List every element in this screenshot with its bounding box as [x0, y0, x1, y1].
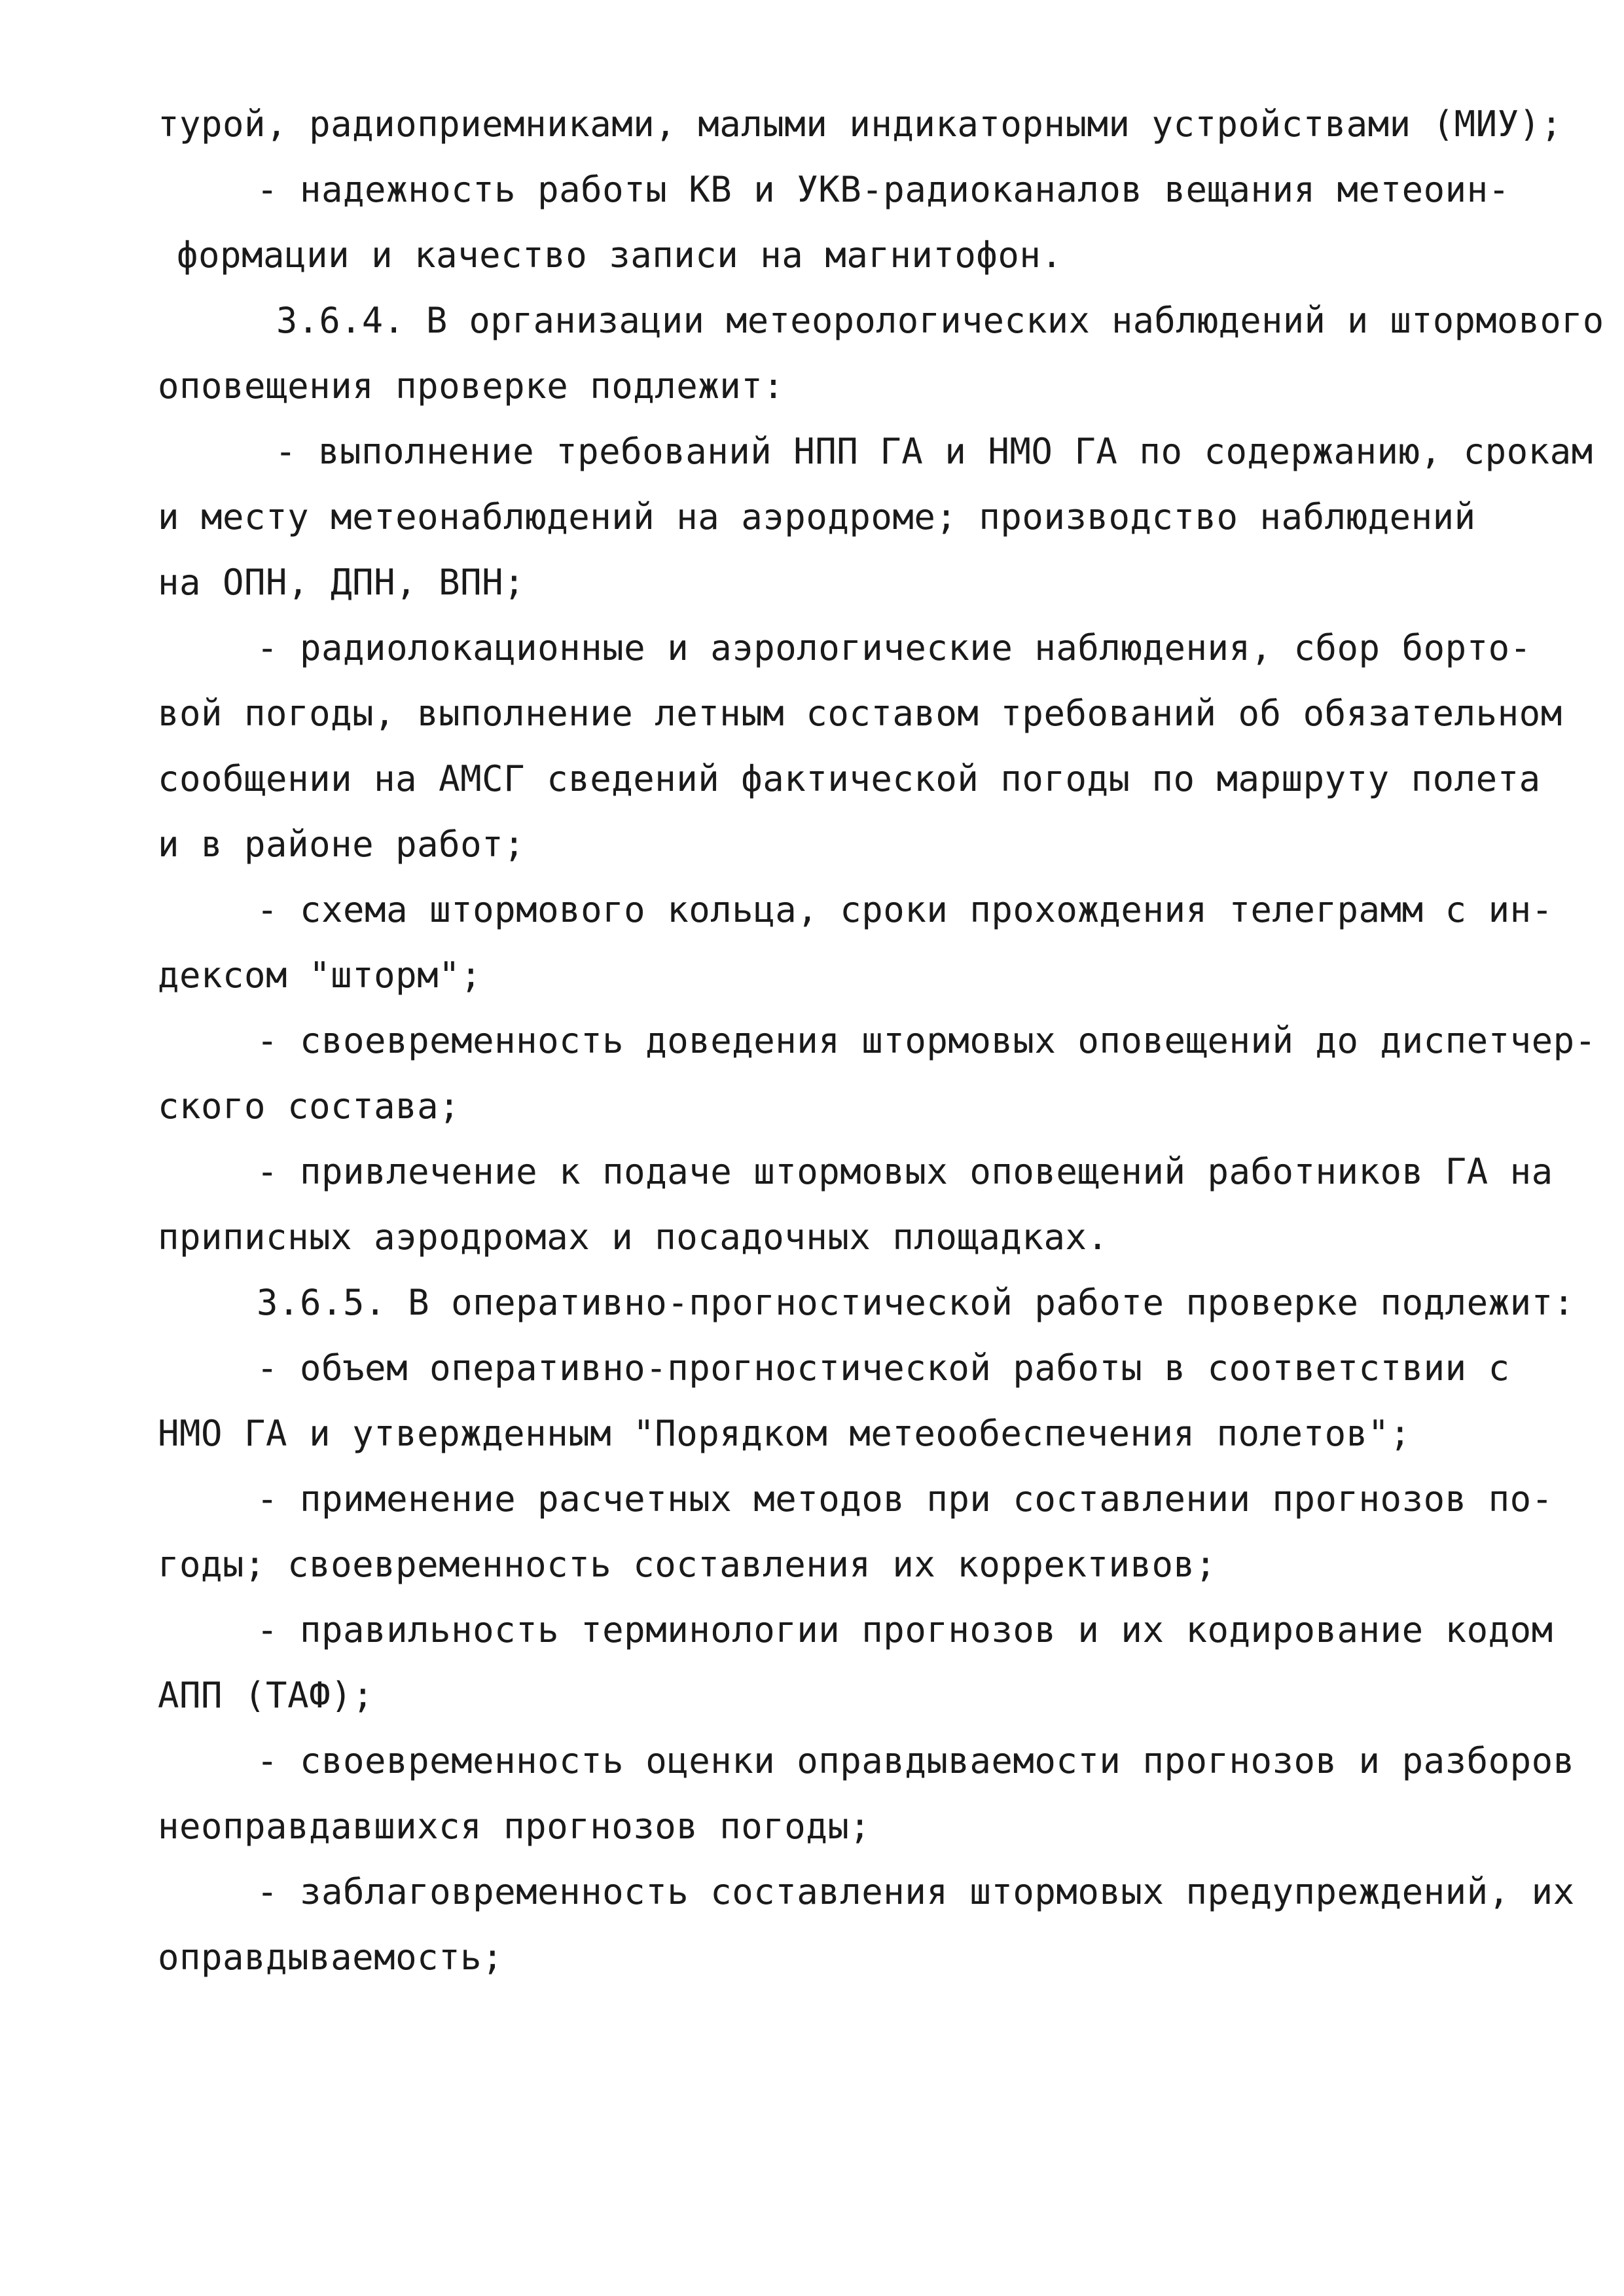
text-line: АПП (ТАФ);: [158, 1675, 374, 1716]
text-line: - применение расчетных методов при составлении прогнозов по-: [257, 1478, 1553, 1520]
text-line: НМО ГА и утвержденным "Порядком метеообеспечения полетов";: [158, 1413, 1411, 1454]
text-line: неоправдавшихся прогнозов погоды;: [158, 1806, 871, 1847]
text-line: - правильность терминологии прогнозов и их кодирование кодом: [257, 1609, 1553, 1650]
text-line: - своевременность доведения штормовых оповещений до диспетчер-: [257, 1020, 1597, 1061]
text-line: и в районе работ;: [158, 824, 526, 865]
text-line: сообщении на АМСГ сведений фактической погоды по маршруту полета: [158, 758, 1541, 799]
text-line: - выполнение требований НПП ГА и НМО ГА по содержанию, срокам: [275, 431, 1593, 472]
text-line: 3.6.4. В организации метеорологических наблюдений и штормового: [276, 300, 1604, 341]
text-line: оповещения проверке подлежит:: [158, 365, 785, 407]
text-line: - радиолокационные и аэрологические наблюдения, сбор борто-: [257, 627, 1532, 668]
text-line: ского состава;: [158, 1085, 461, 1127]
text-line: - своевременность оценки оправдываемости прогнозов и разборов: [257, 1740, 1575, 1781]
text-line: - схема штормового кольца, сроки прохождения телеграмм с ин-: [257, 889, 1553, 930]
text-line: и месту метеонаблюдений на аэродроме; производство наблюдений: [158, 496, 1476, 538]
text-line: формации и качество записи на магнитофон.: [177, 234, 1063, 276]
text-line: на ОПН, ДПН, ВПН;: [158, 562, 526, 603]
text-line: дексом "шторм";: [158, 955, 482, 996]
text-line: приписных аэродромах и посадочных площадках.: [158, 1216, 1109, 1258]
text-line: - заблаговременность составления штормовых предупреждений, их: [257, 1871, 1575, 1912]
text-line: вой погоды, выполнение летным составом требований об обязательном: [158, 693, 1562, 734]
text-line: оправдываемость;: [158, 1937, 504, 1978]
text-line: турой, радиоприемниками, малыми индикаторными устройствами (МИУ);: [158, 103, 1562, 145]
text-line: - объем оперативно-прогностической работы в соответствии с: [257, 1347, 1510, 1389]
text-line: - надежность работы КВ и УКВ-радиоканалов вещания метеоин-: [257, 169, 1510, 210]
text-line: - привлечение к подаче штормовых оповещений работников ГА на: [257, 1151, 1553, 1192]
text-line: 3.6.5. В оперативно-прогностической работе проверке подлежит:: [257, 1282, 1575, 1323]
text-line: годы; своевременность составления их коррективов;: [158, 1544, 1217, 1585]
